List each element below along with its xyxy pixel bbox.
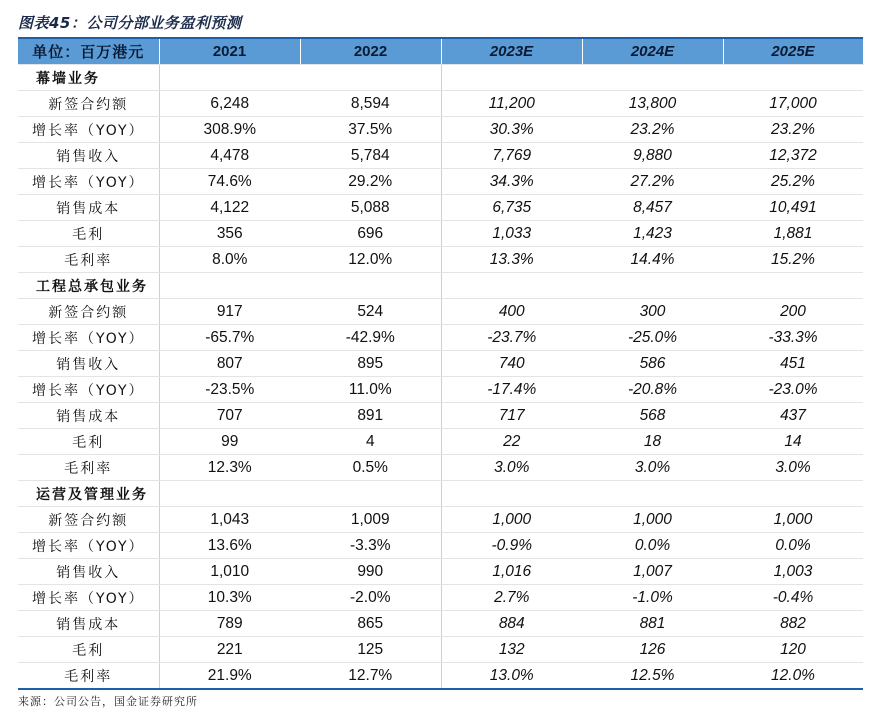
- value-cell: 451: [723, 351, 863, 377]
- value-cell: -17.4%: [441, 377, 582, 403]
- row-label: 增长率（YOY）: [18, 585, 159, 611]
- section-empty-cell: [300, 273, 441, 299]
- row-label: 毛利: [18, 429, 159, 455]
- value-cell: -2.0%: [300, 585, 441, 611]
- value-cell: -23.0%: [723, 377, 863, 403]
- value-cell: 3.0%: [723, 455, 863, 481]
- row-label: 销售收入: [18, 559, 159, 585]
- value-cell: 27.2%: [582, 169, 723, 195]
- value-cell: 125: [300, 637, 441, 663]
- value-cell: 99: [159, 429, 300, 455]
- header-year-2025e: 2025E: [723, 39, 863, 65]
- value-cell: 74.6%: [159, 169, 300, 195]
- section-empty-cell: [159, 65, 300, 91]
- row-label: 销售成本: [18, 403, 159, 429]
- row-label: 增长率（YOY）: [18, 169, 159, 195]
- source-note: 来源：公司公告，国金证券研究所: [18, 695, 198, 708]
- value-cell: 21.9%: [159, 663, 300, 690]
- value-cell: 1,009: [300, 507, 441, 533]
- value-cell: 4,122: [159, 195, 300, 221]
- section-empty-cell: [582, 273, 723, 299]
- header-year-2023e: 2023E: [441, 39, 582, 65]
- value-cell: -20.8%: [582, 377, 723, 403]
- value-cell: 882: [723, 611, 863, 637]
- row-label: 增长率（YOY）: [18, 117, 159, 143]
- value-cell: 1,003: [723, 559, 863, 585]
- row-label: 毛利: [18, 221, 159, 247]
- value-cell: 25.2%: [723, 169, 863, 195]
- value-cell: 30.3%: [441, 117, 582, 143]
- value-cell: 807: [159, 351, 300, 377]
- section-empty-cell: [582, 65, 723, 91]
- value-cell: 23.2%: [723, 117, 863, 143]
- value-cell: 10,491: [723, 195, 863, 221]
- section-empty-cell: [723, 273, 863, 299]
- value-cell: 10.3%: [159, 585, 300, 611]
- table-body: [18, 65, 863, 690]
- value-cell: 12.0%: [723, 663, 863, 690]
- value-cell: 1,000: [582, 507, 723, 533]
- table-row: [18, 585, 863, 611]
- value-cell: 740: [441, 351, 582, 377]
- table-row: [18, 143, 863, 169]
- value-cell: 11,200: [441, 91, 582, 117]
- row-label: 增长率（YOY）: [18, 533, 159, 559]
- value-cell: 9,880: [582, 143, 723, 169]
- value-cell: -23.7%: [441, 325, 582, 351]
- value-cell: -3.3%: [300, 533, 441, 559]
- table-row: [18, 403, 863, 429]
- section-row: [18, 273, 863, 299]
- value-cell: 13.6%: [159, 533, 300, 559]
- figure-title: 图表45：公司分部业务盈利预测: [18, 14, 242, 32]
- row-label: 销售收入: [18, 143, 159, 169]
- row-label: 毛利率: [18, 663, 159, 690]
- section-empty-cell: [441, 481, 582, 507]
- section-row: [18, 481, 863, 507]
- row-label: 增长率（YOY）: [18, 377, 159, 403]
- row-label: 增长率（YOY）: [18, 325, 159, 351]
- table-row: [18, 559, 863, 585]
- value-cell: 11.0%: [300, 377, 441, 403]
- value-cell: 895: [300, 351, 441, 377]
- cropped-top-text: [0, 0, 885, 6]
- value-cell: 12,372: [723, 143, 863, 169]
- header-unit: 单位：百万港元: [18, 39, 159, 65]
- value-cell: 15.2%: [723, 247, 863, 273]
- value-cell: 120: [723, 637, 863, 663]
- value-cell: -23.5%: [159, 377, 300, 403]
- table-row: [18, 611, 863, 637]
- table-row: [18, 663, 863, 690]
- table-row: [18, 299, 863, 325]
- header-year-2024e: 2024E: [582, 39, 723, 65]
- value-cell: 586: [582, 351, 723, 377]
- value-cell: 707: [159, 403, 300, 429]
- value-cell: 34.3%: [441, 169, 582, 195]
- value-cell: 400: [441, 299, 582, 325]
- value-cell: 1,423: [582, 221, 723, 247]
- row-label: 销售成本: [18, 195, 159, 221]
- value-cell: 14.4%: [582, 247, 723, 273]
- value-cell: 717: [441, 403, 582, 429]
- value-cell: 5,784: [300, 143, 441, 169]
- row-label: 新签合约额: [18, 299, 159, 325]
- value-cell: 3.0%: [441, 455, 582, 481]
- row-label: 毛利率: [18, 247, 159, 273]
- value-cell: 696: [300, 221, 441, 247]
- value-cell: 8.0%: [159, 247, 300, 273]
- value-cell: 917: [159, 299, 300, 325]
- value-cell: 17,000: [723, 91, 863, 117]
- value-cell: 0.0%: [582, 533, 723, 559]
- value-cell: 789: [159, 611, 300, 637]
- value-cell: 22: [441, 429, 582, 455]
- value-cell: 8,594: [300, 91, 441, 117]
- table-row: [18, 195, 863, 221]
- table-row: [18, 533, 863, 559]
- value-cell: 881: [582, 611, 723, 637]
- header-year-2022: 2022: [300, 39, 441, 65]
- row-label: 销售成本: [18, 611, 159, 637]
- value-cell: 0.5%: [300, 455, 441, 481]
- value-cell: 5,088: [300, 195, 441, 221]
- value-cell: 437: [723, 403, 863, 429]
- table-row: [18, 351, 863, 377]
- section-row: [18, 65, 863, 91]
- table-row: [18, 455, 863, 481]
- section-empty-cell: [441, 65, 582, 91]
- value-cell: 865: [300, 611, 441, 637]
- value-cell: -33.3%: [723, 325, 863, 351]
- section-title: 幕墙业务: [18, 65, 159, 91]
- table-row: [18, 117, 863, 143]
- table-row: [18, 377, 863, 403]
- value-cell: 1,033: [441, 221, 582, 247]
- section-empty-cell: [159, 273, 300, 299]
- table-row: [18, 507, 863, 533]
- value-cell: 221: [159, 637, 300, 663]
- value-cell: 300: [582, 299, 723, 325]
- value-cell: 1,016: [441, 559, 582, 585]
- table-header-row: [18, 39, 863, 65]
- value-cell: -0.9%: [441, 533, 582, 559]
- value-cell: 7,769: [441, 143, 582, 169]
- table-row: [18, 429, 863, 455]
- section-empty-cell: [441, 273, 582, 299]
- value-cell: -0.4%: [723, 585, 863, 611]
- value-cell: 12.3%: [159, 455, 300, 481]
- value-cell: 308.9%: [159, 117, 300, 143]
- section-title: 工程总承包业务: [18, 273, 159, 299]
- table-row: [18, 169, 863, 195]
- value-cell: -1.0%: [582, 585, 723, 611]
- row-label: 毛利率: [18, 455, 159, 481]
- section-empty-cell: [300, 65, 441, 91]
- header-year-2021: 2021: [159, 39, 300, 65]
- section-empty-cell: [723, 481, 863, 507]
- value-cell: 1,007: [582, 559, 723, 585]
- value-cell: 18: [582, 429, 723, 455]
- value-cell: 37.5%: [300, 117, 441, 143]
- value-cell: 132: [441, 637, 582, 663]
- forecast-table: [18, 39, 864, 690]
- value-cell: 3.0%: [582, 455, 723, 481]
- table-row: [18, 325, 863, 351]
- value-cell: 12.7%: [300, 663, 441, 690]
- value-cell: 1,000: [723, 507, 863, 533]
- section-empty-cell: [723, 65, 863, 91]
- value-cell: 13.0%: [441, 663, 582, 690]
- row-label: 销售收入: [18, 351, 159, 377]
- value-cell: 126: [582, 637, 723, 663]
- table-row: [18, 91, 863, 117]
- value-cell: 6,735: [441, 195, 582, 221]
- value-cell: 356: [159, 221, 300, 247]
- row-label: 新签合约额: [18, 91, 159, 117]
- value-cell: 2.7%: [441, 585, 582, 611]
- value-cell: 6,248: [159, 91, 300, 117]
- section-empty-cell: [300, 481, 441, 507]
- value-cell: -42.9%: [300, 325, 441, 351]
- table-row: [18, 637, 863, 663]
- value-cell: 1,000: [441, 507, 582, 533]
- value-cell: 8,457: [582, 195, 723, 221]
- value-cell: 13,800: [582, 91, 723, 117]
- value-cell: 12.0%: [300, 247, 441, 273]
- table-row: [18, 247, 863, 273]
- value-cell: 200: [723, 299, 863, 325]
- section-title: 运营及管理业务: [18, 481, 159, 507]
- value-cell: -65.7%: [159, 325, 300, 351]
- value-cell: 29.2%: [300, 169, 441, 195]
- value-cell: -25.0%: [582, 325, 723, 351]
- value-cell: 1,043: [159, 507, 300, 533]
- value-cell: 884: [441, 611, 582, 637]
- row-label: 毛利: [18, 637, 159, 663]
- value-cell: 12.5%: [582, 663, 723, 690]
- value-cell: 14: [723, 429, 863, 455]
- value-cell: 524: [300, 299, 441, 325]
- value-cell: 23.2%: [582, 117, 723, 143]
- value-cell: 1,010: [159, 559, 300, 585]
- value-cell: 4: [300, 429, 441, 455]
- section-empty-cell: [159, 481, 300, 507]
- section-empty-cell: [582, 481, 723, 507]
- value-cell: 13.3%: [441, 247, 582, 273]
- value-cell: 0.0%: [723, 533, 863, 559]
- value-cell: 1,881: [723, 221, 863, 247]
- value-cell: 990: [300, 559, 441, 585]
- table-row: [18, 221, 863, 247]
- value-cell: 891: [300, 403, 441, 429]
- value-cell: 4,478: [159, 143, 300, 169]
- row-label: 新签合约额: [18, 507, 159, 533]
- value-cell: 568: [582, 403, 723, 429]
